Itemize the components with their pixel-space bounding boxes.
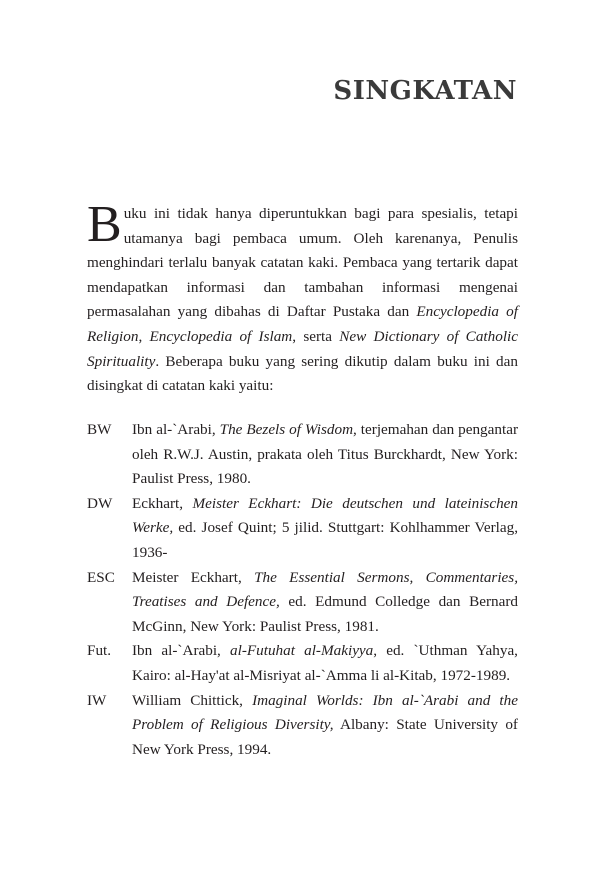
abbreviation-entry-esc bbox=[87, 566, 518, 640]
reference-author: Ibn al-`Arabi, bbox=[132, 642, 230, 660]
reference-title: Meister Eckhart: Die deutschen und lateinischen Werke, bbox=[132, 494, 518, 537]
abbreviation-reference bbox=[132, 566, 518, 640]
drop-cap: B bbox=[87, 196, 122, 253]
reference-details: ed. Edmund Colledge dan Bernard McGinn, New York: Paulist Press, 1981. bbox=[132, 593, 518, 635]
abbreviation-code: ESC bbox=[87, 568, 115, 586]
intro-title-encyclopedia-religion: Encyclopedia of Religion bbox=[87, 303, 518, 345]
abbreviation-code: BW bbox=[87, 421, 112, 438]
intro-title-encyclopedia-islam: Encyclopedia of Islam bbox=[149, 327, 293, 345]
reference-author: Eckhart, bbox=[132, 494, 193, 512]
abbreviation-reference bbox=[132, 689, 518, 763]
intro-text-3: , serta bbox=[292, 327, 340, 345]
reference-title: al-Futuhat al-Makiyya bbox=[230, 642, 374, 660]
abbreviation-code: IW bbox=[87, 691, 107, 709]
abbreviation-entry-iw bbox=[87, 689, 518, 763]
page-title: SINGKATAN bbox=[333, 76, 517, 106]
abbreviation-reference bbox=[132, 418, 518, 492]
reference-title: The Essential Sermons, Commentaries, Treatises and Defence, bbox=[132, 568, 518, 611]
abbreviation-code: Fut. bbox=[87, 642, 112, 660]
abbreviation-entry-bw bbox=[87, 418, 518, 492]
reference-details: ed. Josef Quint; 5 jilid. Stuttgart: Kohlhammer Verlag, 1936- bbox=[132, 519, 518, 561]
reference-author: Ibn al-`Arabi, bbox=[132, 421, 220, 438]
intro-text-1: uku ini tidak hanya diperuntukkan bagi para spesialis, tetapi utamanya bagi pembaca umum. Oleh karenanya, Penulis menghindari terlalu banyak catatan kaki. Pembaca yang tertarik dapat mendapatkan informasi dan tambahan informasi mengenai permasalahan yang dibahas di Daftar Pustaka dan bbox=[87, 205, 518, 321]
abbreviation-reference bbox=[132, 492, 518, 566]
intro-paragraph bbox=[87, 196, 518, 399]
intro-text-2: , bbox=[138, 327, 150, 345]
intro-text-4: . Beberapa buku yang sering dikutip dalam buku ini dan disingkat di catatan kaki yaitu: bbox=[87, 352, 518, 395]
intro-title-catholic-dictionary: New Dictionary of Catholic Spirituality bbox=[87, 327, 518, 370]
abbreviation-list bbox=[87, 418, 518, 762]
abbreviation-entry-dw bbox=[87, 492, 518, 566]
reference-title: Imaginal Worlds: Ibn al-`Arabi and the Problem of Religious Diversity, bbox=[132, 691, 518, 734]
abbreviation-entry-fut bbox=[87, 639, 518, 688]
abbreviation-code: DW bbox=[87, 494, 113, 512]
abbreviation-reference bbox=[132, 639, 518, 688]
reference-details: , ed. `Uthman Yahya, Kairo: al-Hay'at al-Misriyat al-`Amma li al-Kitab, 1972-1989. bbox=[132, 642, 518, 684]
reference-title: The Bezels of Wisdom bbox=[219, 421, 354, 438]
reference-details: Albany: State University of New York Press, 1994. bbox=[132, 716, 518, 758]
reference-author: William Chittick, bbox=[132, 691, 253, 709]
reference-details: , terjemahan dan pengantar oleh R.W.J. Austin, prakata oleh Titus Burckhardt, New York: Paulist Press, 1980. bbox=[132, 421, 519, 488]
reference-author: Meister Eckhart, bbox=[132, 568, 255, 586]
